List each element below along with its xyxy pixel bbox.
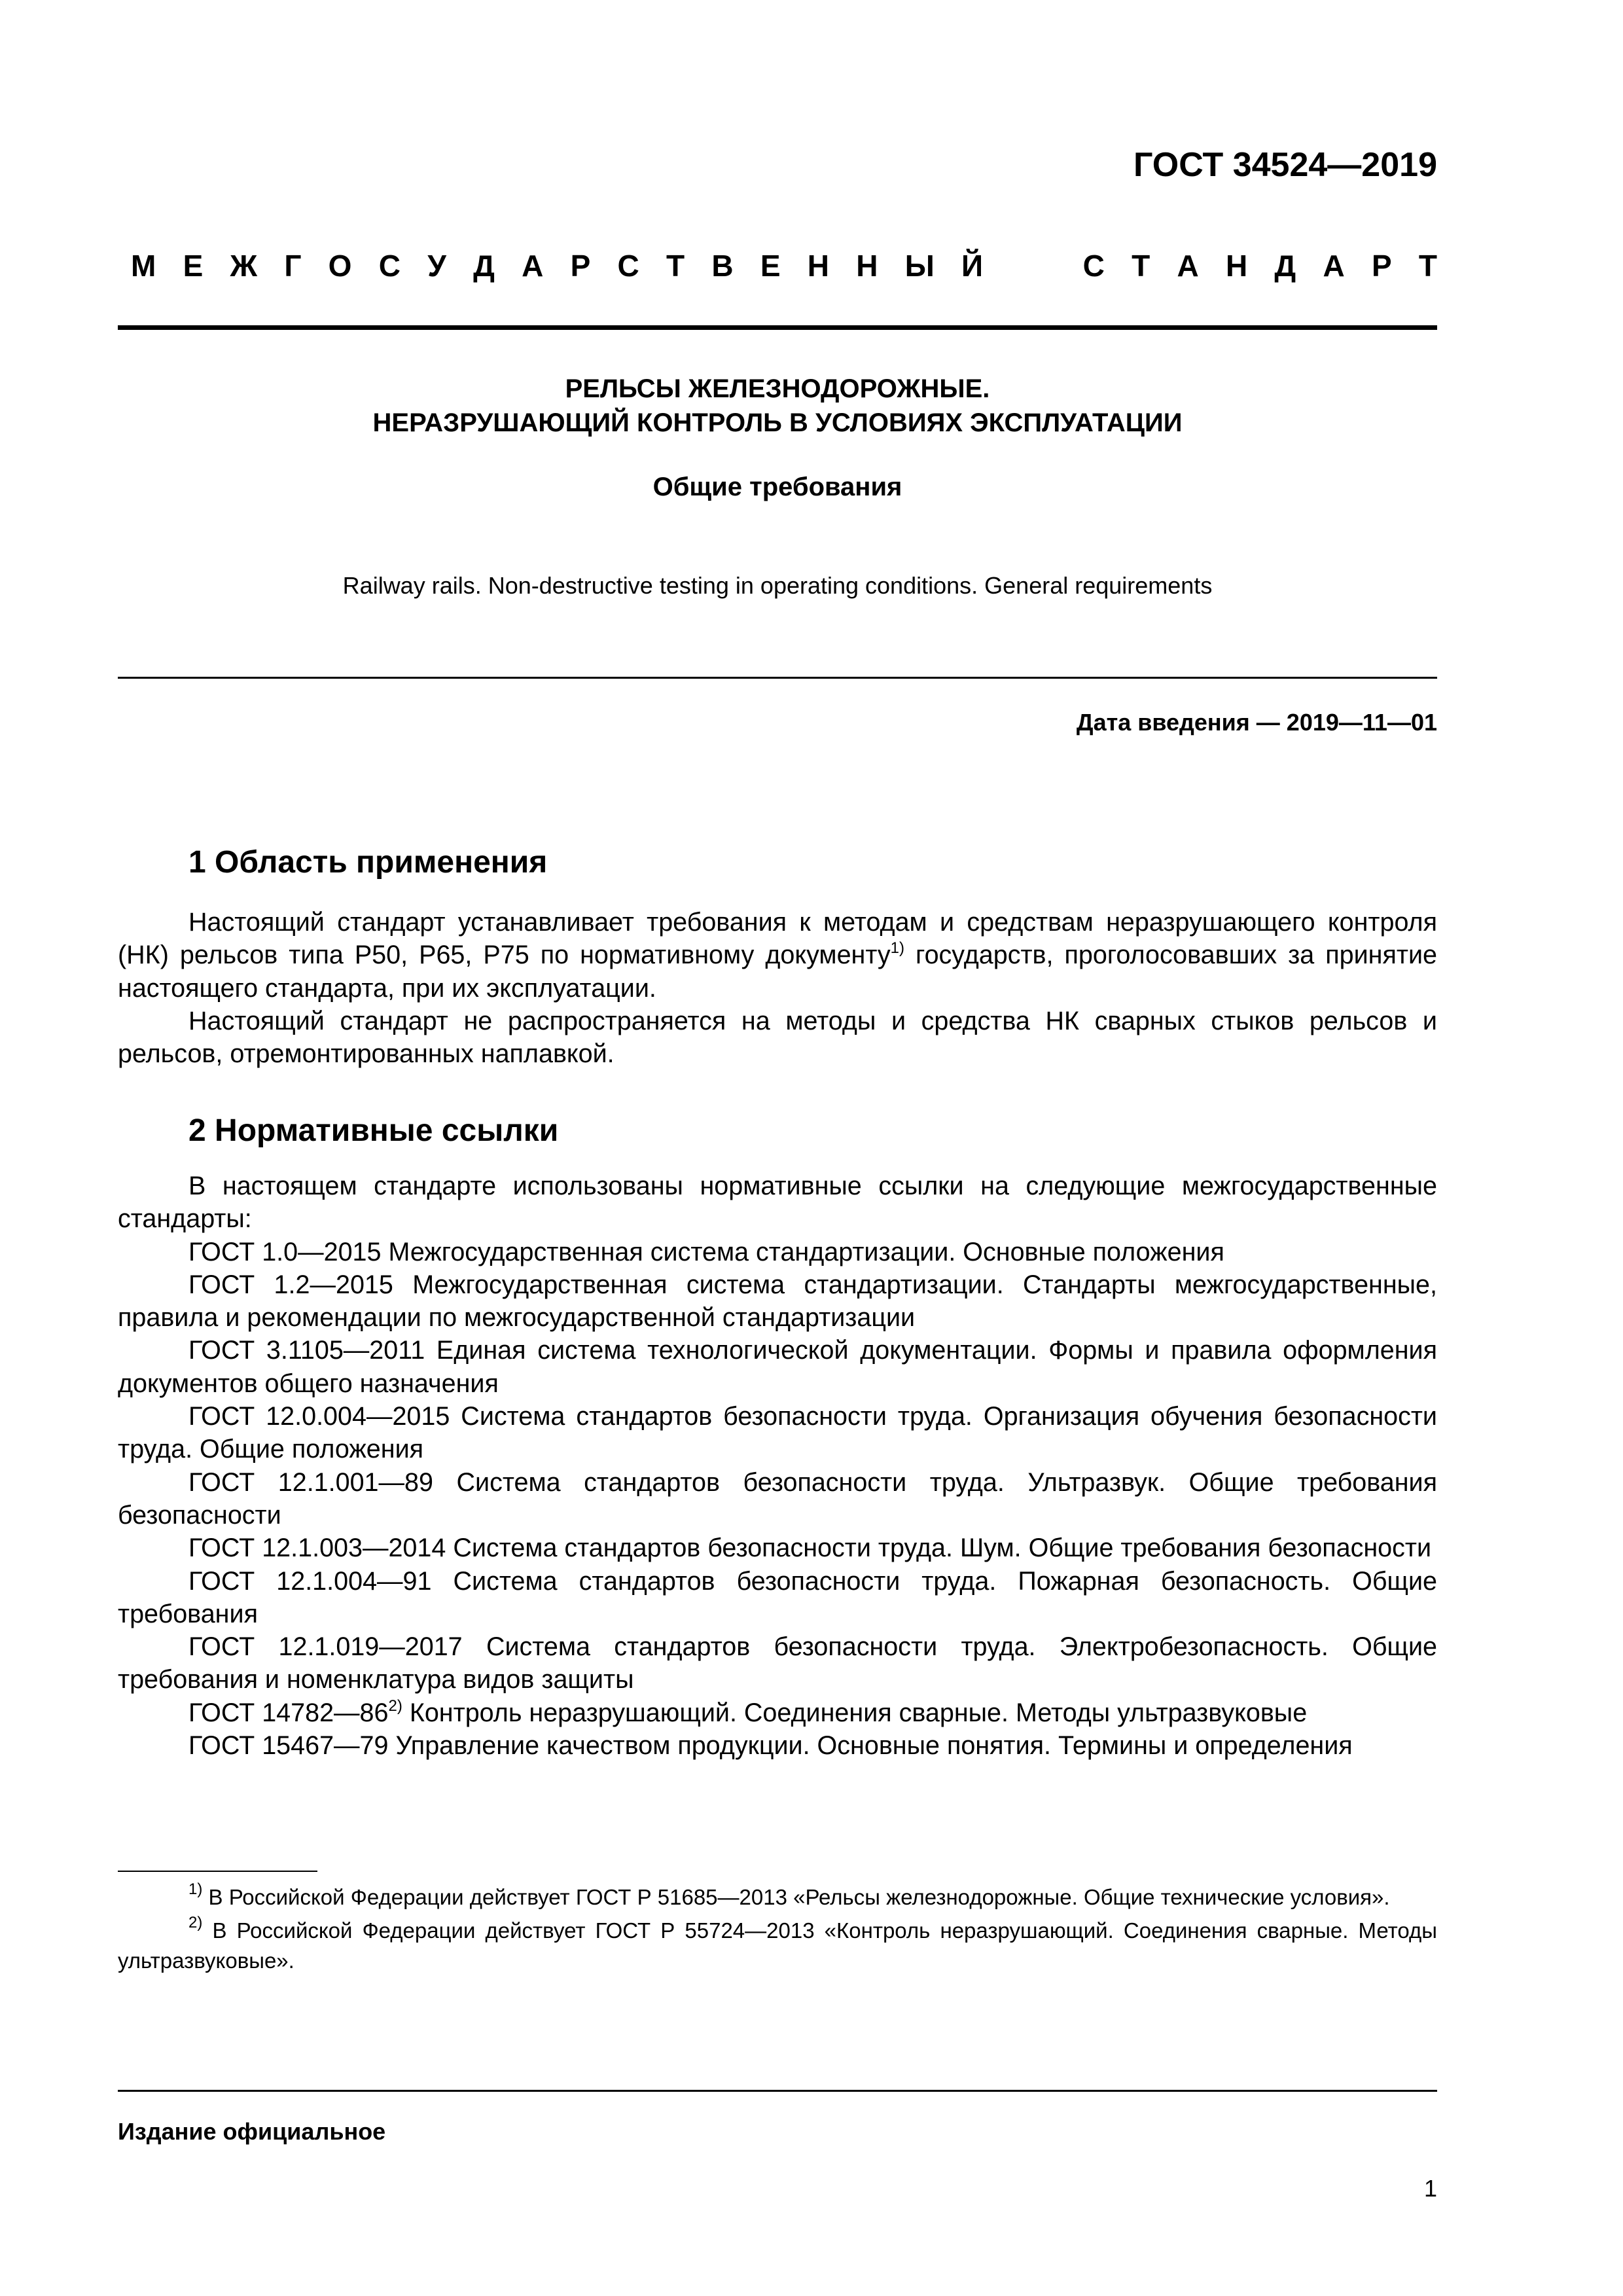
banner-letter: Р	[570, 249, 591, 283]
banner-letter: Т	[666, 249, 685, 283]
reference-title: Единая система технологической документации. Формы и правила оформления документов общего назначения	[118, 1336, 1437, 1398]
document-subtitle: Общие требования	[652, 473, 902, 501]
footnote-separator	[118, 1871, 317, 1872]
reference-code: ГОСТ 14782—86	[188, 1698, 389, 1727]
banner-letter: М	[131, 249, 156, 283]
footer-divider	[118, 2090, 1437, 2092]
footnote-mark: 2)	[188, 1913, 203, 1931]
section-1-body	[118, 906, 1437, 1070]
references-intro: В настоящем стандарте использованы нормативные ссылки на следующие межгосударственные стандарты:	[118, 1172, 1437, 1234]
footnote-ref-1[interactable]: 1)	[890, 939, 904, 958]
banner-letter: У	[427, 249, 446, 283]
banner-letter: Н	[807, 249, 830, 283]
reference-item	[118, 1729, 1437, 1762]
scope-paragraph-1: Настоящий стандарт устанавливает требования к методам и средствам неразрушающего контроля (НК) рельсов типа Р50, Р65, Р75 по нормативному документу$^{1)}$ государств, проголосовавших за принятие настоящего стандарта, при их эксплуатации.	[118, 908, 1437, 1003]
gost-number: ГОСТ 34524—2019	[1133, 146, 1437, 184]
banner-letter: О	[328, 249, 352, 283]
banner-letter: С	[1082, 249, 1105, 283]
banner-letter: Е	[183, 249, 204, 283]
reference-title: Система стандартов безопасности труда. Ультразвук. Общие требования безопасности	[118, 1467, 1438, 1530]
banner-letter: С	[617, 249, 639, 283]
banner-letter: Т	[1418, 249, 1437, 283]
reference-item	[118, 1236, 1437, 1268]
reference-code: ГОСТ 12.0.004—2015	[188, 1402, 450, 1431]
section-1-heading: 1 Область применения	[188, 845, 548, 880]
section-2-heading: 2 Нормативные ссылки	[188, 1113, 559, 1148]
reference-title: Межгосударственная система стандартизации. Основные положения	[388, 1237, 1224, 1266]
reference-code: ГОСТ 1.2—2015	[188, 1270, 393, 1299]
banner-letter: Н	[1225, 249, 1248, 283]
english-title: Railway rails. Non-destructive testing in operating conditions. General requirements	[342, 572, 1213, 599]
banner-letter: А	[522, 249, 544, 283]
reference-item	[118, 1630, 1437, 1696]
banner-letter: Д	[1274, 249, 1296, 283]
banner-letter: Р	[1371, 249, 1392, 283]
header-divider	[118, 325, 1437, 330]
page-number: 1	[1423, 2175, 1437, 2202]
reference-title: Контроль неразрушающий. Соединения сварные. Методы ультразвуковые	[409, 1698, 1308, 1727]
reference-title: Система стандартов безопасности труда. Пожарная безопасность. Общие требования	[118, 1566, 1437, 1628]
banner-letter: Ж	[230, 249, 258, 283]
title-line-1: РЕЛЬСЫ ЖЕЛЕЗНОДОРОЖНЫЕ.	[565, 374, 990, 403]
title-divider	[118, 677, 1437, 679]
reference-item	[118, 1565, 1437, 1631]
reference-item	[118, 1466, 1437, 1532]
reference-item	[118, 1532, 1437, 1564]
reference-code: ГОСТ 1.0—2015	[188, 1237, 382, 1266]
reference-title: Система стандартов безопасности труда. Шум. Общие требования безопасности	[453, 1534, 1432, 1563]
scope-paragraph-2: Настоящий стандарт не распространяется на методы и средства НК сварных стыков рельсов и рельсов, отремонтированных наплавкой.	[118, 1006, 1437, 1069]
banner-letter: Г	[284, 249, 302, 283]
reference-code: ГОСТ 12.1.004—91	[188, 1566, 432, 1596]
title-line-2: НЕРАЗРУШАЮЩИЙ КОНТРОЛЬ В УСЛОВИЯХ ЭКСПЛУАТАЦИИ	[372, 408, 1183, 437]
reference-item	[118, 1400, 1437, 1466]
reference-title: Система стандартов безопасности труда. Организация обучения безопасности труда. Общие положения	[118, 1402, 1438, 1464]
banner-letter: Й	[961, 249, 984, 283]
banner-letter: С	[378, 249, 401, 283]
edition-label: Издание официальное	[118, 2118, 386, 2145]
footnote	[118, 1913, 1438, 1977]
reference-code: ГОСТ 15467—79	[188, 1731, 389, 1761]
reference-code: ГОСТ 3.1105—2011	[188, 1336, 425, 1365]
reference-title: Межгосударственная система стандартизации. Стандарты межгосударственные, правила и рекомендации по межгосударственной стандартизации	[118, 1270, 1438, 1333]
document-title	[118, 372, 1437, 440]
reference-item	[118, 1268, 1437, 1335]
standard-type-banner	[131, 245, 1437, 286]
reference-title: Система стандартов безопасности труда. Электробезопасность. Общие требования и номенклатура видов защиты	[118, 1632, 1437, 1695]
banner-letter: А	[1177, 249, 1199, 283]
banner-letter: Н	[856, 249, 878, 283]
reference-item	[118, 1696, 1437, 1729]
introduction-date: Дата введения — 2019—11—01	[1076, 709, 1437, 736]
section-2-body	[118, 1170, 1437, 1762]
reference-item	[118, 1334, 1437, 1400]
reference-title: Управление качеством продукции. Основные понятия. Термины и определения	[395, 1731, 1353, 1761]
banner-letter: Ы	[904, 249, 935, 283]
banner-letter: Д	[473, 249, 495, 283]
footnote-mark: 1)	[188, 1880, 203, 1898]
footnote-text: В Российской Федерации действует ГОСТ Р 55724—2013 «Контроль неразрушающий. Соединения сварные. Методы ультразвуковые».	[118, 1918, 1438, 1973]
banner-letter: В	[711, 249, 734, 283]
banner-letter: Т	[1132, 249, 1150, 283]
reference-code: ГОСТ 12.1.001—89	[188, 1467, 433, 1497]
banner-letter: А	[1323, 249, 1345, 283]
footnote-ref-2[interactable]: 2)	[388, 1696, 402, 1715]
banner-letter: Е	[760, 249, 781, 283]
reference-code: ГОСТ 12.1.003—2014	[188, 1534, 446, 1563]
reference-code: ГОСТ 12.1.019—2017	[188, 1632, 463, 1662]
footnote-text: В Российской Федерации действует ГОСТ Р 51685—2013 «Рельсы железнодорожные. Общие технические условия».	[208, 1885, 1390, 1909]
footnotes	[118, 1882, 1437, 1979]
reference-list	[118, 1236, 1437, 1763]
footnote	[118, 1882, 1437, 1913]
document-page	[118, 0, 1437, 2296]
